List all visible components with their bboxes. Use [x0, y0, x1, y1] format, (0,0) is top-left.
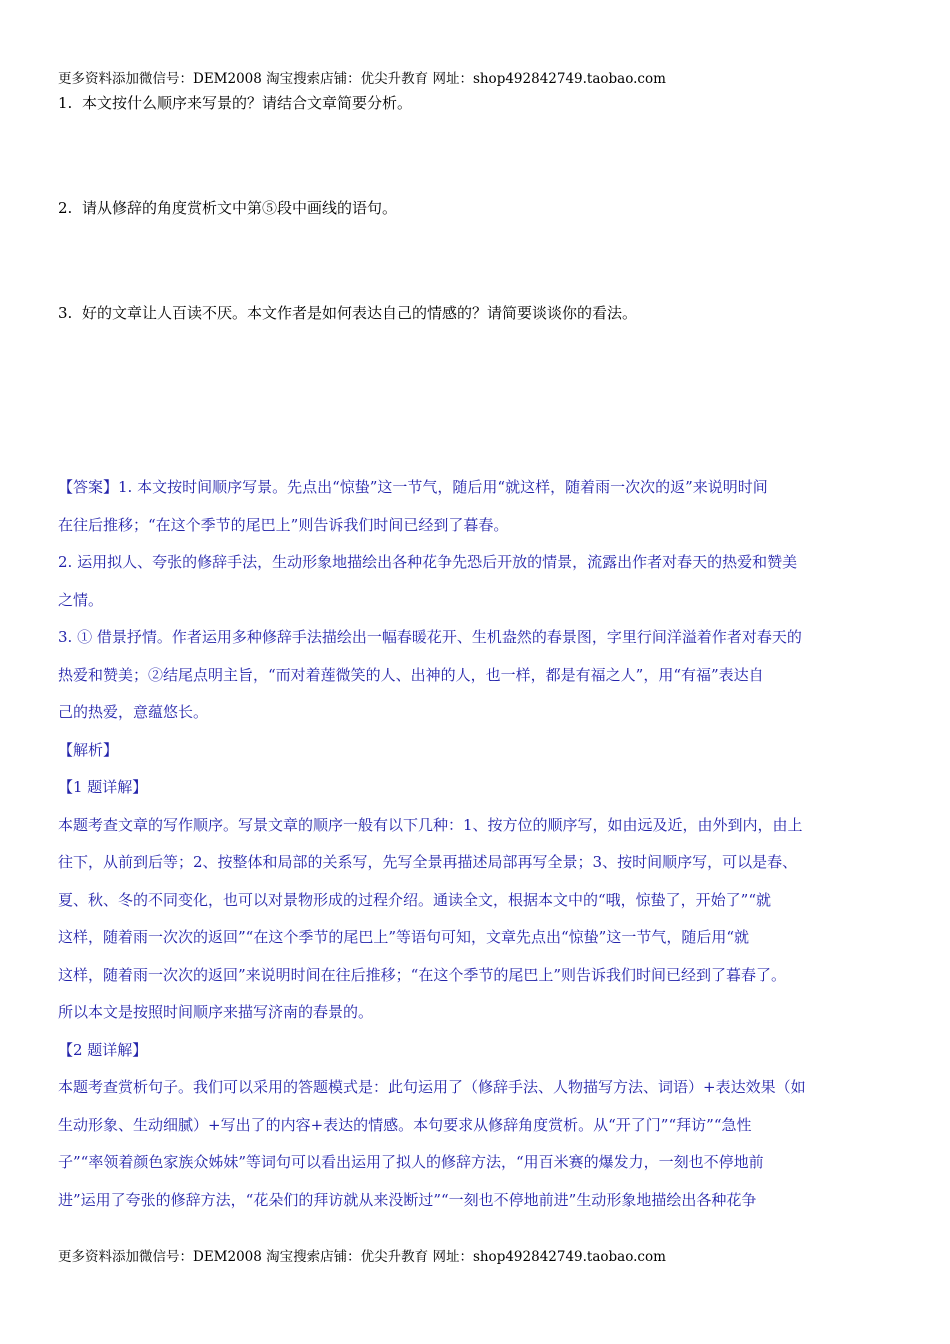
question-number: 1. [58, 94, 73, 112]
question-text: 好的文章让人百读不厌。本文作者是如何表达自己的情感的？请简要谈谈你的看法。 [82, 304, 638, 322]
detail-1-line: 夏、秋、冬的不同变化，也可以对景物形成的过程介绍。通读全文，根据本文中的“哦，惊蛰了，开始了”“就 [58, 890, 772, 909]
answer-1-line: 在往后推移；“在这个季节的尾巴上”则告诉我们时间已经到了暮春。 [58, 515, 509, 534]
detail-2-line: 生动形象、生动细腻）+写出了的内容+表达的情感。本句要求从修辞角度赏析。从“开了门”“拜访”“急性 [58, 1115, 752, 1134]
answer-3-line: 己的热爱，意蕴悠长。 [58, 703, 209, 721]
detail-2-heading: 【2 题详解】 [58, 1040, 148, 1059]
question-3 [58, 303, 637, 323]
detail-1-line: 本题考查文章的写作顺序。写景文章的顺序一般有以下几种：1、按方位的顺序写，如由远及近，由外到内，由上 [58, 815, 803, 834]
answer-2-line: 之情。 [58, 590, 104, 609]
answer-3-line: 热爱和赞美；②结尾点明主旨，“而对着莲微笑的人、出神的人，也一样，都是有福之人”，用“有福”表达自 [58, 665, 764, 684]
page-header: 更多资料添加微信号：DEM2008 淘宝搜索店铺：优尖升教育 网址：shop492842749.taobao.com [58, 71, 666, 87]
question-text: 本文按什么顺序来写景的？请结合文章简要分析。 [82, 94, 413, 112]
answer-3-line: 3. ① 借景抒情。作者运用多种修辞手法描绘出一幅春暖花开、生机盎然的春景图，字里行间洋溢着作者对春天的 [58, 628, 802, 646]
detail-1-line: 这样，随着雨一次次的返回”“在这个季节的尾巴上”等语句可知，文章先点出“惊蛰”这一节气，随后用“就 [58, 928, 750, 946]
question-number: 3. [58, 304, 73, 322]
detail-2-line: 子”“率领着颜色家族众姊妹”等词句可以看出运用了拟人的修辞方法，“用百米赛的爆发力，一刻也不停地前 [58, 1153, 764, 1171]
question-2 [58, 198, 397, 218]
question-number: 2. [58, 199, 73, 217]
answer-2-line: 2. 运用拟人、夸张的修辞手法，生动形象地描绘出各种花争先恐后开放的情景，流露出作者对春天的热爱和赞美 [58, 553, 798, 571]
answer-1-line: 【答案】1. 本文按时间顺序写景。先点出“惊蛰”这一节气，随后用“就这样，随着雨一次次的返”来说明时间 [58, 478, 768, 496]
question-text: 请从修辞的角度赏析文中第⑤段中画线的语句。 [82, 199, 398, 217]
analysis-heading: 【解析】 [58, 740, 119, 759]
detail-2-line: 进”运用了夸张的修辞方法，“花朵们的拜访就从来没断过”“一刻也不停地前进”生动形象地描绘出各种花争 [58, 1190, 757, 1209]
answer-section [58, 469, 894, 1219]
detail-1-heading: 【1 题详解】 [58, 778, 148, 796]
question-1 [58, 93, 412, 113]
detail-1-line: 所以本文是按照时间顺序来描写济南的春景的。 [58, 1003, 374, 1021]
detail-1-line: 往下，从前到后等；2、按整体和局部的关系写，先写全景再描述局部再写全景；3、按时间顺序写，可以是春、 [58, 853, 798, 871]
detail-1-line: 这样，随着雨一次次的返回”来说明时间在往后推移；“在这个季节的尾巴上”则告诉我们时间已经到了暮春了。 [58, 965, 787, 984]
page-footer: 更多资料添加微信号：DEM2008 淘宝搜索店铺：优尖升教育 网址：shop492842749.taobao.com [58, 1249, 666, 1265]
detail-2-line: 本题考查赏析句子。我们可以采用的答题模式是：此句运用了（修辞手法、人物描写方法、词语）+表达效果（如 [58, 1078, 806, 1096]
